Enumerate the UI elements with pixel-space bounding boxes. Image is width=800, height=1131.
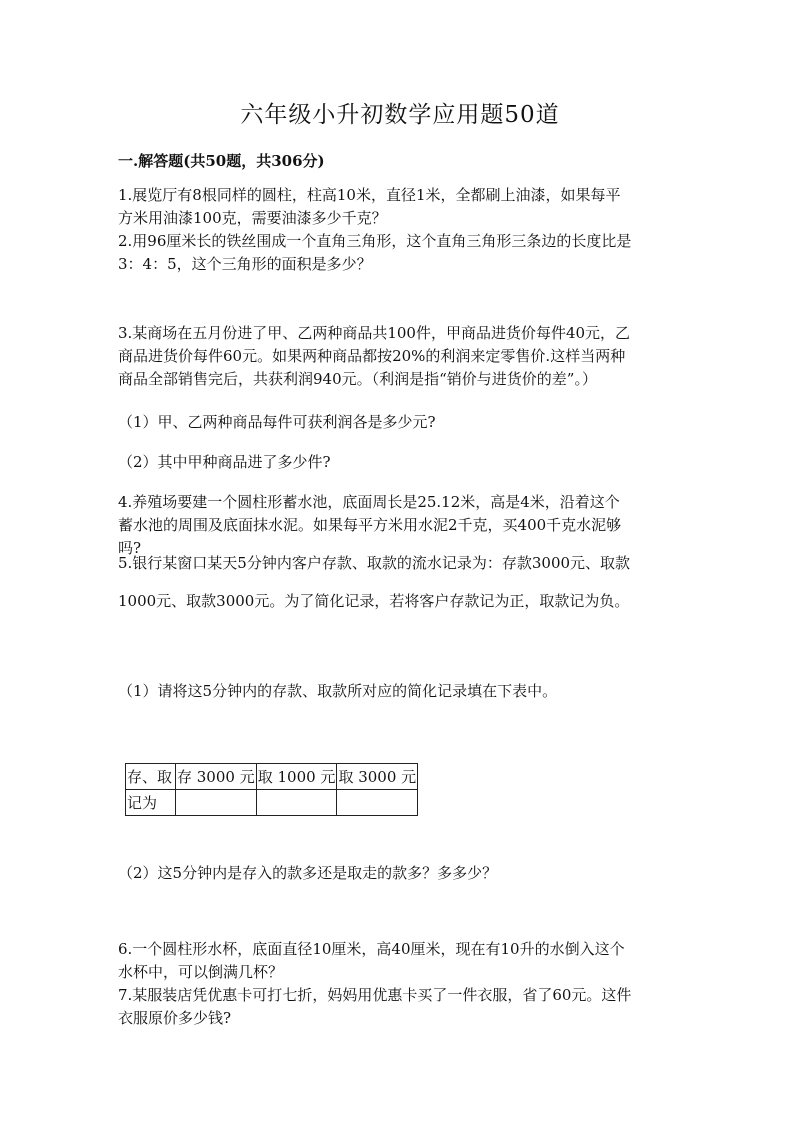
question-2-line-2: 3：4：5，这个三角形的面积是多少？ xyxy=(118,255,372,273)
question-5-line-1: 5.银行某窗口某天5分钟内客户存款、取款的流水记录为：存款3000元、取款 xyxy=(118,554,631,572)
question-4-line-2: 蓄水池的周围及底面抹水泥。如果每平方米用水泥2千克，买400千克水泥够 xyxy=(118,516,622,534)
question-4 xyxy=(118,491,688,560)
question-7 xyxy=(118,984,688,1030)
question-4-line-1: 4.养殖场要建一个圆柱形蓄水池，底面周长是25.12米，高是4米，沿着这个 xyxy=(118,493,620,511)
table-cell: 取 3000 元 xyxy=(337,764,418,790)
table-cell xyxy=(176,790,257,816)
question-3-line-3: 商品全部销售完后，共获利润940元。（利润是指“销价与进货价的差”。） xyxy=(118,370,597,388)
question-5-part-1: （1）请将这5分钟内的存款、取款所对应的简化记录填在下表中。 xyxy=(118,682,558,700)
question-1 xyxy=(118,184,688,230)
page-title: 六年级小升初数学应用题50道 xyxy=(240,102,560,128)
table-row xyxy=(126,790,418,816)
table-cell: 存 3000 元 xyxy=(176,764,257,790)
section-heading: 一.解答题(共50题，共306分) xyxy=(118,152,325,170)
table-cell: 记为 xyxy=(126,790,176,816)
question-3-part-1: （1）甲、乙两种商品每件可获利润各是多少元? xyxy=(118,413,436,431)
question-5-line-2: 1000元、取款3000元。为了简化记录，若将客户存款记为正，取款记为负。 xyxy=(118,592,630,610)
question-3-part-2: （2）其中甲种商品进了多少件? xyxy=(118,453,331,471)
question-1-line-1: 1.展览厅有8根同样的圆柱，柱高10米，直径1米，全都刷上油漆，如果每平 xyxy=(118,186,621,204)
question-6 xyxy=(118,938,688,984)
question-7-line-1: 7.某服装店凭优惠卡可打七折，妈妈用优惠卡买了一件衣服，省了60元。这件 xyxy=(118,986,632,1004)
table-cell: 存、取 xyxy=(126,764,176,790)
record-table xyxy=(125,763,418,816)
question-5-part-2: （2）这5分钟内是存入的款多还是取走的款多？多多少？ xyxy=(118,864,498,882)
question-6-line-1: 6.一个圆柱形水杯，底面直径10厘米，高40厘米，现在有10升的水倒入这个 xyxy=(118,940,625,958)
table-header-row xyxy=(126,764,418,790)
question-1-line-2: 方米用油漆100克，需要油漆多少千克？ xyxy=(118,209,387,227)
table-cell xyxy=(256,790,337,816)
question-2-line-1: 2.用96厘米长的铁丝围成一个直角三角形，这个直角三角形三条边的长度比是 xyxy=(118,232,632,250)
table-cell: 取 1000 元 xyxy=(256,764,337,790)
question-2 xyxy=(118,230,688,276)
question-6-line-2: 水杯中，可以倒满几杯？ xyxy=(118,963,284,981)
question-3 xyxy=(118,322,688,391)
table-cell xyxy=(337,790,418,816)
question-3-line-1: 3.某商场在五月份进了甲、乙两种商品共100件，甲商品进货价每件40元，乙 xyxy=(118,324,631,342)
question-3-line-2: 商品进货价每件60元。如果两种商品都按20%的利润来定零售价.这样当两种 xyxy=(118,347,626,365)
question-4-line-3: 吗? xyxy=(118,539,142,557)
question-7-line-2: 衣服原价多少钱? xyxy=(118,1009,232,1027)
